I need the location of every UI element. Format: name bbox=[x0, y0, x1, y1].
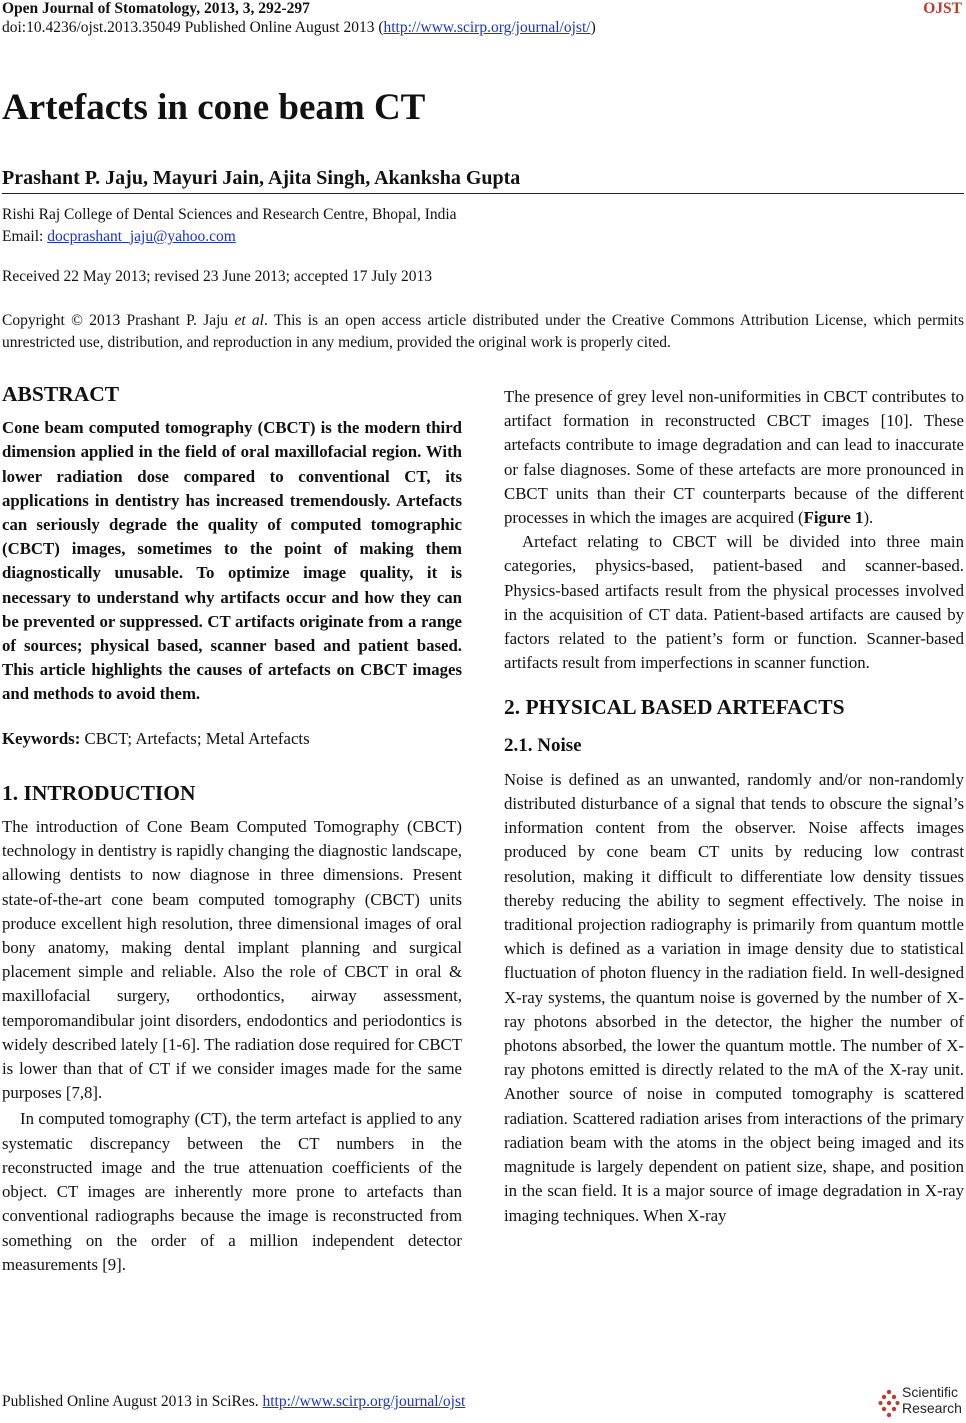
email-line bbox=[2, 228, 236, 246]
logo-wordmark bbox=[902, 1384, 962, 1416]
logo-line-2: Research bbox=[902, 1400, 962, 1416]
footer-url-link[interactable]: http://www.scirp.org/journal/ojst bbox=[262, 1393, 466, 1410]
introduction-heading: 1. INTRODUCTION bbox=[2, 780, 196, 805]
doi-text: doi:10.4236/ojst.2013.35049 Published Online August 2013 ( bbox=[2, 19, 384, 36]
body-text: The presence of grey level non-uniformities in CBCT contributes to artifact formation in reconstructed CBCT images [10]. These artefacts contribute to image degradation and can lead to inaccurate or false diagnoses. Some of these artefacts are more pronounced in CBCT units than their CT counterparts because of the different processes in which the images are acquired ( bbox=[504, 387, 964, 528]
copyright-text: Copyright © 2013 Prashant P. Jaju bbox=[2, 312, 235, 329]
abstract-heading: ABSTRACT bbox=[2, 382, 120, 406]
body-paragraph: Noise is defined as an unwanted, randomly and/or non-randomly distributed disturbance of a signal that tends to obscure the signal’s information content from the observer. Noise affects images produced by cone beam CT units by reducing low contrast resolution, making it difficult to differentiate low density tissues thereby reducing the ability to segment effectively. The noise in traditional projection radiography is primarily from quantum mottle which is defined as a variation in image density due to statistical fluctuation of photon fluency in the radiation field. In well-designed X-ray systems, the quantum noise is governed by the number of X-ray photons absorbed in the detector, the higher the number of photons absorbed, the lower the quantum mottle. The number of X-ray photons emitted is directly related to the mA of the X-ray unit. Another source of noise in computed tomography is scattered radiation. Scattered radiation arises from interactions of the primary radiation beam with the atoms in the object being imaged and its magnitude is largely dependent on patient size, shape, and position in the scan field. It is a major source of image degradation in X-ray imaging techniques. When X-ray bbox=[504, 769, 964, 1225]
subsection-heading: 2.1. Noise bbox=[504, 734, 582, 756]
right-column bbox=[504, 385, 964, 1228]
copyright-license: . This is an open access article distributed under the Creative Commons Attribution License, which permits unrestricted use, distribution, and reproduction in any medium, provided the original work is properly cited. bbox=[2, 312, 964, 351]
title-divider bbox=[2, 193, 964, 194]
journal-citation: Open Journal of Stomatology, 2013, 3, 292-297 bbox=[2, 0, 310, 17]
doi-line bbox=[2, 19, 596, 37]
affiliation: Rishi Raj College of Dental Sciences and Research Centre, Bhopal, India bbox=[2, 206, 457, 223]
body-paragraph bbox=[504, 385, 964, 530]
et-al: et al bbox=[234, 312, 264, 329]
section-heading: 2. PHYSICAL BASED ARTEFACTS bbox=[504, 695, 845, 720]
doi-suffix: ) bbox=[590, 19, 596, 36]
body-text-end: ). bbox=[863, 508, 874, 528]
body-paragraph: Artefact relating to CBCT will be divided into three main categories, physics-based, patient-based and scanner-based. Physics-based artifacts result from the physical processes involved in the acquisition of CT data. Patient-based artifacts are caused by factors related to the patient’s form or function. Scanner-based artifacts result from imperfections in scanner function. bbox=[504, 532, 964, 673]
introduction-paragraph: In computed tomography (CT), the term artefact is applied to any systematic discrepancy between the CT numbers in the reconstructed image and the true attenuation coefficients of the object. CT images are inherently more prone to artefacts than conventional radiographs because the image is reconstructed from something on the order of a million independent detector measurements [9]. bbox=[2, 1109, 462, 1274]
copyright-notice bbox=[2, 310, 964, 354]
publisher-logo bbox=[878, 1384, 964, 1420]
keywords bbox=[2, 727, 462, 751]
paper-title: Artefacts in cone beam CT bbox=[2, 87, 426, 128]
logo-line-1: Scientific bbox=[902, 1384, 959, 1400]
email-label: Email: bbox=[2, 228, 48, 245]
received-dates: Received 22 May 2013; revised 23 June 2013; accepted 17 July 2013 bbox=[2, 268, 433, 285]
author-list: Prashant P. Jaju, Mayuri Jain, Ajita Singh, Akanksha Gupta bbox=[2, 167, 521, 189]
page-footer bbox=[2, 1393, 465, 1411]
email-link[interactable]: docprashant_jaju@yahoo.com bbox=[47, 228, 236, 245]
keywords-text: CBCT; Artefacts; Metal Artefacts bbox=[80, 728, 310, 748]
left-column bbox=[2, 380, 462, 1277]
figure-reference: Figure 1 bbox=[803, 508, 864, 528]
introduction-paragraph: The introduction of Cone Beam Computed Tomography (CBCT) technology in dentistry is rapidly changing the diagnostic landscape, allowing dentists to now diagnose in three dimensions. Present state-of-the-art cone beam computed tomography (CBCT) units produce excellent high resolution, three dimensional images of oral bony anatomy, making dental implant planning and surgical placement simple and reliable. Also the role of CBCT in oral & maxillofacial surgery, orthodontics, airway assessment, temporomandibular joint disorders, endodontics and periodontics is widely described lately [1-6]. The radiation dose required for CBCT is lower than that of CT if we consider images made for the same purposes [7,8]. bbox=[2, 817, 462, 1103]
abstract-body: Cone beam computed tomography (CBCT) is the modern third dimension applied in the field of oral maxillofacial region. With lower radiation dose compared to conventional CT, its applications in dentistry has increased tremendously. Artefacts can seriously degrade the quality of computed tomographic (CBCT) images, sometimes to the point of making them diagnostically unusable. To optimize image quality, it is necessary to understand why artifacts occur and how they can be prevented or suppressed. CT artifacts originate from a range of sources; physical based, scanner based and patient based. This article highlights the causes of artefacts on CBCT images and methods to avoid them. bbox=[2, 418, 462, 704]
journal-badge: OJST bbox=[923, 0, 962, 17]
scientific-research-logo-icon bbox=[878, 1388, 900, 1418]
keywords-label: Keywords: bbox=[2, 728, 81, 748]
footer-text: Published Online August 2013 in SciRes. bbox=[2, 1393, 263, 1410]
journal-url-link[interactable]: http://www.scirp.org/journal/ojst/ bbox=[383, 19, 591, 36]
